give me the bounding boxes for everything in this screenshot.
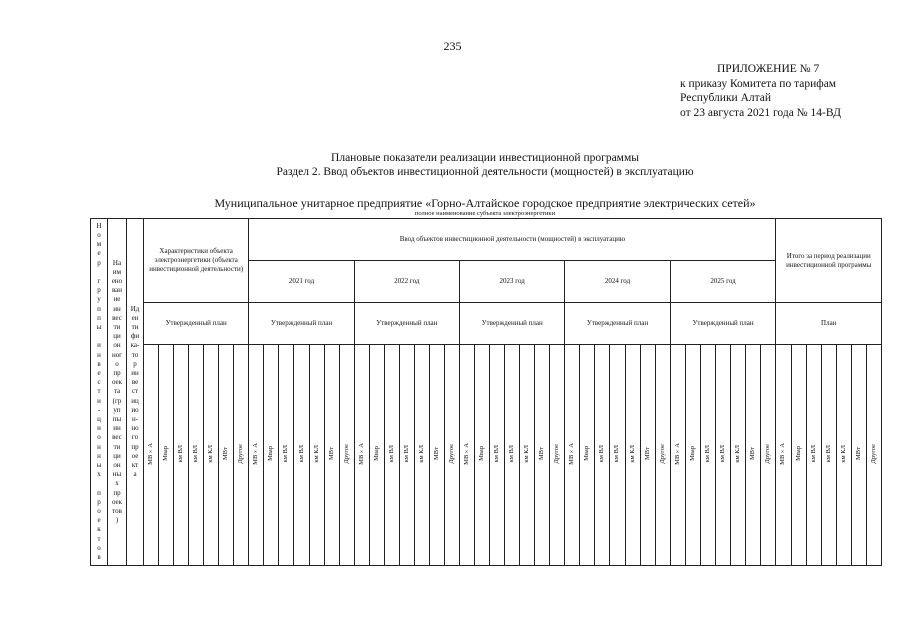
unit-label: Мвар — [372, 446, 380, 461]
project-name-text — [108, 259, 126, 526]
total-header: Итого за период реализации инвестиционной программы — [776, 219, 882, 303]
unit-header — [444, 345, 459, 566]
unit-label: км ВЛ — [598, 444, 606, 463]
project-name-text-char: вес — [112, 433, 122, 442]
unit-header — [655, 345, 670, 566]
unit-header — [520, 345, 535, 566]
unit-label: км ВЛ — [508, 444, 516, 463]
unit-header — [399, 345, 414, 566]
project-name-text-char: (гр — [112, 396, 122, 405]
unit-label: км ВЛ — [824, 444, 832, 463]
organization-name: Муниципальное унитарное предприятие «Горно-Алтайское городское предприятие электрических сетей» — [214, 196, 756, 210]
unit-header — [249, 345, 264, 566]
unit-label: км ВЛ — [297, 444, 305, 463]
group-number-text-char: ы — [96, 322, 102, 331]
group-number-text-char — [91, 332, 107, 341]
group-number-text-char: - — [97, 405, 101, 414]
project-name-text-char: тов — [112, 507, 122, 516]
group-number-text-char: е — [97, 516, 101, 525]
group-number-text-char: и — [97, 341, 101, 350]
group-number-text-char: т — [97, 534, 101, 543]
group-number-text-char: в — [97, 553, 101, 562]
unit-label: Другое — [869, 443, 877, 464]
unit-header — [836, 345, 851, 566]
project-name-text-char: ено — [111, 276, 123, 285]
plan-header: План — [776, 303, 882, 345]
unit-header — [715, 345, 730, 566]
appendix-line-1: ПРИЛОЖЕНИЕ № 7 — [717, 63, 820, 75]
project-id-text-char: ст — [131, 387, 139, 396]
group-number-text-char: Н — [96, 221, 102, 230]
group-number-text — [91, 222, 107, 563]
unit-header — [565, 345, 580, 566]
group-number-text-char: г — [97, 276, 101, 285]
unit-label: км ВЛ — [192, 444, 200, 463]
unit-label: км КЛ — [207, 444, 215, 463]
unit-header — [580, 345, 595, 566]
project-id-text-char: а — [133, 470, 137, 479]
unit-label: МВ×А — [463, 442, 471, 465]
project-name-text-char: оек — [111, 378, 123, 387]
unit-header — [294, 345, 309, 566]
unit-label: Другое — [237, 443, 245, 464]
title-line-1: Плановые показатели реализации инвестиционной программы — [331, 152, 639, 164]
project-id-text-char: го — [131, 433, 139, 442]
unit-header — [776, 345, 791, 566]
unit-header — [219, 345, 234, 566]
project-name-text-char: ) — [115, 516, 119, 525]
unit-label: Другое — [764, 443, 772, 464]
group-number-text-char: н — [97, 442, 101, 451]
unit-header — [204, 345, 219, 566]
project-id-text-char: но — [131, 424, 139, 433]
unit-label: км ВЛ — [177, 444, 185, 463]
group-number-text-char: р — [97, 286, 101, 295]
group-number-text-char — [91, 479, 107, 488]
approved-plan-header: Утвержденный план — [565, 303, 670, 345]
unit-label: МВ×А — [779, 442, 787, 465]
project-id-text-char: то — [131, 350, 139, 359]
unit-header — [745, 345, 760, 566]
group-number-text-char: ы — [96, 461, 102, 470]
unit-label: км ВЛ — [493, 444, 501, 463]
project-id-text-char: пр — [131, 442, 139, 451]
appendix-block — [680, 62, 841, 120]
project-name-text-char: уп — [113, 405, 121, 414]
title-line-2: Раздел 2. Ввод объектов инвестиционной деятельности (мощностей) в эксплуатацию — [276, 166, 694, 178]
unit-label: МВт — [327, 447, 335, 460]
unit-label: км ВЛ — [387, 444, 395, 463]
unit-header — [174, 345, 189, 566]
group-number-text-char: н — [97, 451, 101, 460]
year-header: 2022 год — [354, 261, 459, 303]
project-name-text-char: ин — [113, 424, 121, 433]
unit-label: км ВЛ — [282, 444, 290, 463]
unit-header — [730, 345, 745, 566]
project-name-text-char: о — [115, 359, 119, 368]
unit-label: МВт — [643, 447, 651, 460]
group-number-text-char: п — [97, 313, 101, 322]
unit-header — [460, 345, 475, 566]
project-name-text-char: ти — [113, 442, 121, 451]
project-id-text — [127, 305, 143, 480]
year-header: 2023 год — [460, 261, 565, 303]
project-name-text-char: ин — [113, 304, 121, 313]
unit-label: км КЛ — [733, 444, 741, 463]
project-name-text-char: оек — [111, 497, 123, 506]
unit-header — [866, 345, 881, 566]
unit-label: МВ×А — [357, 442, 365, 465]
group-number-text-char: о — [97, 230, 101, 239]
project-name-text-char: ци — [113, 332, 121, 341]
unit-label: км ВЛ — [703, 444, 711, 463]
group-number-text-char: р — [97, 497, 101, 506]
unit-label: МВ×А — [147, 442, 155, 465]
project-id-text-char: ве — [131, 378, 139, 387]
group-number-text-char: о — [97, 433, 101, 442]
project-name-text-char: он — [113, 341, 121, 350]
approved-plan-header: Утвержденный план — [670, 303, 776, 345]
year-header: 2024 год — [565, 261, 670, 303]
characteristics-header: Характеристики объекта электроэнергетики (объекта инвестиционной деятельности) — [144, 219, 249, 303]
unit-label: Другое — [553, 443, 561, 464]
unit-label: Другое — [447, 443, 455, 464]
unit-header — [505, 345, 520, 566]
unit-label: МВт — [432, 447, 440, 460]
unit-header — [625, 345, 640, 566]
unit-label: Мвар — [478, 446, 486, 461]
group-number-text-char — [91, 268, 107, 277]
project-id-text-char: ое — [131, 451, 139, 460]
group-number-text-char: н — [97, 350, 101, 359]
unit-header — [791, 345, 806, 566]
group-number-text-char: т — [97, 387, 101, 396]
unit-label: Мвар — [794, 446, 802, 461]
project-id-text-char: кт — [131, 461, 139, 470]
project-name-text-char: пр — [113, 488, 121, 497]
project-id-text-char: ка- — [130, 341, 140, 350]
project-name-text-char: ци — [113, 451, 121, 460]
group-number-text-char: о — [97, 507, 101, 516]
unit-label: км КЛ — [312, 444, 320, 463]
table-body — [91, 219, 882, 566]
group-number-header — [91, 219, 108, 566]
project-name-text-char: ног — [111, 350, 123, 359]
unit-label: км КЛ — [839, 444, 847, 463]
unit-header — [279, 345, 294, 566]
project-name-text-char: вес — [112, 313, 122, 322]
project-name-header — [108, 219, 127, 566]
year-header: 2025 год — [670, 261, 776, 303]
group-number-text-char: п — [97, 488, 101, 497]
project-id-text-char: н- — [131, 415, 139, 423]
project-id-text-char: Ид — [130, 304, 140, 313]
unit-header — [685, 345, 700, 566]
project-name-text-char: х — [115, 479, 119, 488]
group-number-text-char: к — [97, 525, 101, 534]
unit-label: МВ×А — [673, 442, 681, 465]
group-number-text-char: р — [97, 258, 101, 267]
unit-label: Мвар — [162, 446, 170, 461]
unit-header — [490, 345, 505, 566]
commissioning-header: Ввод объектов инвестиционной деятельности (мощностей) в эксплуатацию — [249, 219, 776, 261]
project-name-text-char: пы — [112, 415, 122, 423]
unit-label: МВ×А — [568, 442, 576, 465]
project-name-text-char: ти — [113, 322, 121, 331]
unit-header — [159, 345, 174, 566]
project-id-text-char: ти — [131, 322, 139, 331]
approved-plan-header: Утвержденный план — [144, 303, 249, 345]
appendix-line-3: Республики Алтай — [680, 92, 772, 104]
group-number-text-char: с — [97, 378, 101, 387]
appendix-line-2: к приказу Комитета по тарифам — [680, 77, 837, 90]
unit-label: МВт — [222, 447, 230, 460]
unit-label: Мвар — [583, 446, 591, 461]
project-id-header — [127, 219, 144, 566]
unit-header — [384, 345, 399, 566]
unit-header — [414, 345, 429, 566]
unit-label: км ВЛ — [613, 444, 621, 463]
group-number-text-char: е — [97, 368, 101, 377]
project-name-text-char: та — [113, 387, 121, 396]
group-number-text-char: е — [97, 249, 101, 258]
project-name-text-char: На — [112, 258, 122, 267]
project-id-text-char: р — [133, 359, 137, 368]
unit-header — [429, 345, 444, 566]
unit-header — [640, 345, 655, 566]
unit-header — [189, 345, 204, 566]
unit-label: Другое — [342, 443, 350, 464]
approved-plan-header: Утвержденный план — [460, 303, 565, 345]
project-name-text-char: им — [112, 267, 122, 276]
unit-label: МВт — [854, 447, 862, 460]
unit-label: км ВЛ — [402, 444, 410, 463]
group-number-text-char: у — [97, 295, 101, 304]
group-number-text-char: ц — [97, 415, 101, 423]
unit-header — [595, 345, 610, 566]
project-id-text-char: иц — [131, 396, 139, 405]
project-name-text-char: пр — [113, 368, 121, 377]
unit-header — [760, 345, 776, 566]
project-name-text-char: ван — [111, 286, 123, 295]
unit-label: км ВЛ — [718, 444, 726, 463]
unit-header — [475, 345, 490, 566]
unit-label: МВ×А — [252, 442, 260, 465]
unit-label: Мвар — [688, 446, 696, 461]
group-number-text-char: и — [97, 396, 101, 405]
unit-header — [354, 345, 369, 566]
year-header: 2021 год — [249, 261, 354, 303]
unit-label: МВт — [538, 447, 546, 460]
unit-header — [550, 345, 565, 566]
unit-header — [851, 345, 866, 566]
organization-note: полное наименование субъекта электроэнергетики — [414, 210, 556, 217]
unit-header — [670, 345, 685, 566]
project-id-text-char: фи — [130, 332, 140, 341]
approved-plan-header: Утвержденный план — [249, 303, 354, 345]
unit-header — [309, 345, 324, 566]
unit-header — [324, 345, 339, 566]
unit-header — [821, 345, 836, 566]
unit-header — [700, 345, 715, 566]
project-id-text-char: ио — [131, 405, 139, 414]
unit-header — [369, 345, 384, 566]
group-number-text-char: о — [97, 543, 101, 552]
unit-label: МВт — [748, 447, 756, 460]
project-name-text-char: ие — [113, 295, 121, 304]
unit-header — [610, 345, 625, 566]
unit-header — [806, 345, 821, 566]
project-name-text-char: ны — [112, 470, 122, 479]
page-number: 235 — [443, 39, 462, 53]
project-id-text-char: ен — [131, 313, 139, 322]
unit-header — [234, 345, 249, 566]
group-number-text-char: в — [97, 359, 101, 368]
unit-header — [264, 345, 279, 566]
unit-label: км ВЛ — [809, 444, 817, 463]
group-number-text-char: м — [96, 240, 102, 249]
unit-label: км КЛ — [417, 444, 425, 463]
appendix-line-4: от 23 августа 2021 года № 14-ВД — [680, 106, 841, 119]
unit-label: Мвар — [267, 446, 275, 461]
unit-label: км КЛ — [523, 444, 531, 463]
group-number-text-char: п — [97, 304, 101, 313]
unit-header — [144, 345, 159, 566]
investment-table — [90, 218, 882, 566]
unit-header — [339, 345, 354, 566]
unit-label: км КЛ — [628, 444, 636, 463]
approved-plan-header: Утвержденный план — [354, 303, 459, 345]
unit-header — [535, 345, 550, 566]
project-id-text-char: ин — [131, 368, 139, 377]
project-name-text-char: он — [113, 461, 121, 470]
unit-label: Другое — [658, 443, 666, 464]
group-number-text-char: и — [97, 424, 101, 433]
group-number-text-char: х — [97, 470, 101, 479]
